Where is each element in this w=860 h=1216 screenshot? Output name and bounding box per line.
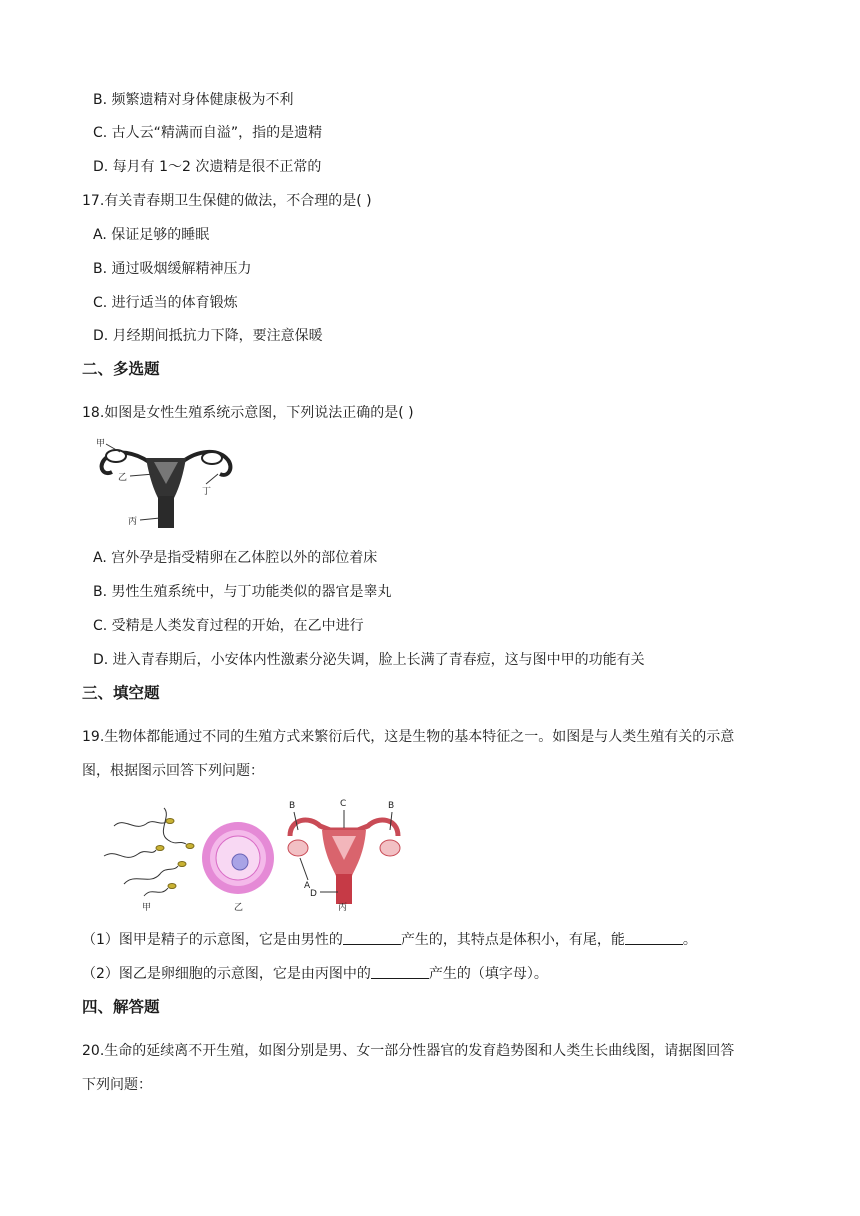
q18-option-d: D. 进入青春期后，小安体内性激素分泌失调，脸上长满了青春痘，这与图中甲的功能有关 [93, 652, 645, 668]
q16-option-d: D. 每月有 1～2 次遗精是很不正常的 [93, 159, 322, 175]
q19-caption-yi: 乙 [234, 903, 244, 912]
q19-sub1-text-b: 产生的，其特点是体积小，有尾，能 [400, 932, 625, 948]
q19-sub1-text-c: 。 [682, 932, 697, 948]
q19-sub2-blank[interactable] [371, 964, 429, 979]
q19-sub1-blank-1[interactable] [343, 930, 401, 945]
q18-label-ding: 丁 [202, 487, 212, 497]
section-heading-fill-in: 三、填空题 [82, 684, 160, 702]
female-reproductive-system-figure [94, 438, 236, 530]
uterus-figure [288, 820, 400, 904]
section-heading-multiple-choice: 二、多选题 [82, 360, 160, 378]
q19-label-d: D [310, 889, 317, 899]
egg-cell-figure [202, 822, 274, 894]
q19-sub2-text-b: 产生的（填字母）。 [428, 966, 548, 982]
q18-option-a: A. 宫外孕是指受精卵在乙体腔以外的部位着床 [93, 550, 378, 566]
sperm-figure [104, 808, 194, 896]
q19-label-b-left: B [289, 801, 296, 811]
q19-sub2-text-a: （2）图乙是卵细胞的示意图，它是由丙图中的 [82, 966, 371, 982]
q19-sub1 [82, 930, 697, 950]
q16-option-c: C. 古人云“精满而自溢”，指的是遗精 [93, 125, 323, 141]
q20-stem-line1: 20.生命的延续离不开生殖，如图分别是男、女一部分性器官的发育趋势图和人类生长曲线图，请据图回答 [82, 1043, 735, 1059]
q19-caption-bing: 丙 [338, 903, 348, 912]
q17-option-b: B. 通过吸烟缓解精神压力 [93, 261, 252, 277]
human-reproduction-figure [94, 796, 410, 912]
q19-sub1-blank-2[interactable] [625, 930, 683, 945]
q17-stem: 17.有关青春期卫生保健的做法，不合理的是( ) [82, 193, 372, 209]
q17-option-d: D. 月经期间抵抗力下降，要注意保暖 [93, 328, 323, 344]
q18-label-yi: 乙 [118, 473, 128, 483]
q19-label-a: A [304, 881, 311, 891]
q19-label-c: C [340, 799, 347, 809]
q19-sub2 [82, 964, 548, 984]
q18-label-bing: 丙 [128, 517, 138, 527]
section-heading-answer: 四、解答题 [82, 998, 160, 1016]
q18-option-c: C. 受精是人类发育过程的开始，在乙中进行 [93, 618, 364, 634]
q19-sub1-text-a: （1）图甲是精子的示意图，它是由男性的 [82, 932, 343, 948]
q18-stem: 18.如图是女性生殖系统示意图，下列说法正确的是( ) [82, 405, 414, 421]
q19-label-b-right: B [388, 801, 395, 811]
q16-option-b: B. 频繁遗精对身体健康极为不利 [93, 92, 294, 108]
q18-option-b: B. 男性生殖系统中，与丁功能类似的器官是睾丸 [93, 584, 392, 600]
q18-label-jia: 甲 [96, 439, 106, 449]
q19-stem-line2: 图，根据图示回答下列问题： [82, 763, 264, 779]
q17-option-a: A. 保证足够的睡眠 [93, 227, 210, 243]
q19-caption-jia: 甲 [142, 903, 152, 912]
q19-stem-line1: 19.生物体都能通过不同的生殖方式来繁衍后代，这是生物的基本特征之一。如图是与人类生殖有关的示意 [82, 729, 735, 745]
q17-option-c: C. 进行适当的体育锻炼 [93, 295, 238, 311]
q20-stem-line2: 下列问题： [82, 1077, 152, 1093]
